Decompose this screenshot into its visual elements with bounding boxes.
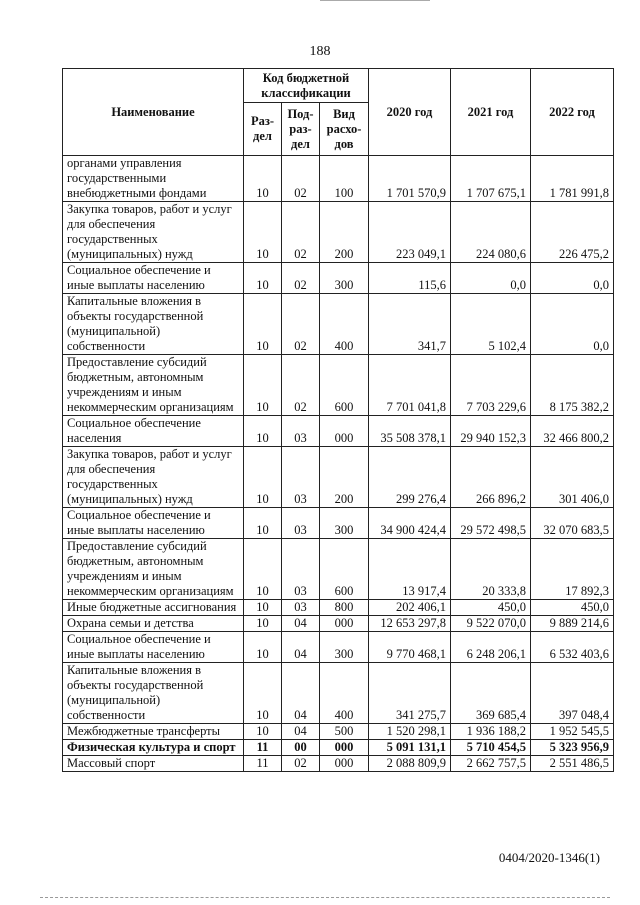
row-value-2021: 266 896,2 <box>451 447 531 508</box>
row-razdel: 10 <box>244 632 282 663</box>
row-value-2022: 301 406,0 <box>531 447 614 508</box>
row-razdel: 10 <box>244 447 282 508</box>
row-value-2022: 6 532 403,6 <box>531 632 614 663</box>
row-name: Предоставление субсидий бюджетным, автономным учреждениям и иным некоммерческим организациям <box>63 355 244 416</box>
row-vid: 200 <box>320 202 369 263</box>
row-name: Массовый спорт <box>63 756 244 772</box>
row-name: Закупка товаров, работ и услуг для обеспечения государственных (муниципальных) нужд <box>63 202 244 263</box>
top-scan-mark <box>320 0 430 5</box>
row-value-2022: 17 892,3 <box>531 539 614 600</box>
row-name: Социальное обеспечение и иные выплаты населению <box>63 263 244 294</box>
row-value-2022: 0,0 <box>531 294 614 355</box>
row-value-2021: 5 710 454,5 <box>451 740 531 756</box>
row-value-2020: 1 701 570,9 <box>369 156 451 202</box>
row-vid: 300 <box>320 508 369 539</box>
row-value-2022: 32 466 800,2 <box>531 416 614 447</box>
row-vid: 200 <box>320 447 369 508</box>
row-name: Предоставление субсидий бюджетным, автономным учреждениям и иным некоммерческим организациям <box>63 539 244 600</box>
table-row <box>63 756 614 772</box>
row-vid: 000 <box>320 616 369 632</box>
row-podrazdel: 04 <box>282 616 320 632</box>
row-value-2020: 13 917,4 <box>369 539 451 600</box>
row-value-2020: 9 770 468,1 <box>369 632 451 663</box>
row-value-2020: 115,6 <box>369 263 451 294</box>
header-2022: 2022 год <box>531 69 614 156</box>
row-razdel: 10 <box>244 156 282 202</box>
row-value-2021: 9 522 070,0 <box>451 616 531 632</box>
row-value-2022: 5 323 956,9 <box>531 740 614 756</box>
row-vid: 800 <box>320 600 369 616</box>
row-name: Охрана семьи и детства <box>63 616 244 632</box>
row-value-2020: 7 701 041,8 <box>369 355 451 416</box>
row-vid: 400 <box>320 294 369 355</box>
table-row <box>63 294 614 355</box>
row-podrazdel: 02 <box>282 756 320 772</box>
row-value-2020: 341 275,7 <box>369 663 451 724</box>
row-value-2020: 12 653 297,8 <box>369 616 451 632</box>
row-razdel: 10 <box>244 508 282 539</box>
row-vid: 100 <box>320 156 369 202</box>
row-value-2021: 7 703 229,6 <box>451 355 531 416</box>
header-razdel: Раз-дел <box>244 103 282 156</box>
row-razdel: 10 <box>244 663 282 724</box>
row-vid: 300 <box>320 632 369 663</box>
row-name: Капитальные вложения в объекты государственной (муниципальной) собственности <box>63 663 244 724</box>
table-row <box>63 263 614 294</box>
row-value-2022: 1 781 991,8 <box>531 156 614 202</box>
row-name: Социальное обеспечение и иные выплаты населению <box>63 632 244 663</box>
table-row <box>63 663 614 724</box>
row-podrazdel: 04 <box>282 663 320 724</box>
row-razdel: 10 <box>244 294 282 355</box>
header-name: Наименование <box>63 69 244 156</box>
row-name: Межбюджетные трансферты <box>63 724 244 740</box>
row-razdel: 10 <box>244 416 282 447</box>
row-podrazdel: 02 <box>282 156 320 202</box>
table-row <box>63 156 614 202</box>
row-razdel: 10 <box>244 539 282 600</box>
row-podrazdel: 03 <box>282 600 320 616</box>
table-row <box>63 355 614 416</box>
table-row <box>63 447 614 508</box>
row-value-2021: 29 940 152,3 <box>451 416 531 447</box>
row-value-2021: 369 685,4 <box>451 663 531 724</box>
table-row <box>63 600 614 616</box>
row-value-2021: 6 248 206,1 <box>451 632 531 663</box>
row-value-2020: 341,7 <box>369 294 451 355</box>
row-podrazdel: 03 <box>282 416 320 447</box>
page-number: 188 <box>309 44 331 59</box>
row-value-2021: 1 707 675,1 <box>451 156 531 202</box>
row-name: Закупка товаров, работ и услуг для обеспечения государственных (муниципальных) нужд <box>63 447 244 508</box>
row-razdel: 10 <box>244 355 282 416</box>
row-razdel: 10 <box>244 724 282 740</box>
budget-table <box>62 68 614 772</box>
row-podrazdel: 00 <box>282 740 320 756</box>
row-value-2020: 2 088 809,9 <box>369 756 451 772</box>
row-vid: 000 <box>320 416 369 447</box>
row-razdel: 11 <box>244 740 282 756</box>
table-row <box>63 508 614 539</box>
row-value-2021: 0,0 <box>451 263 531 294</box>
row-value-2022: 9 889 214,6 <box>531 616 614 632</box>
row-podrazdel: 02 <box>282 294 320 355</box>
table-row <box>63 724 614 740</box>
row-podrazdel: 02 <box>282 202 320 263</box>
row-podrazdel: 02 <box>282 355 320 416</box>
header-2020: 2020 год <box>369 69 451 156</box>
row-podrazdel: 03 <box>282 539 320 600</box>
row-razdel: 10 <box>244 600 282 616</box>
row-value-2021: 20 333,8 <box>451 539 531 600</box>
row-name: Социальное обеспечение населения <box>63 416 244 447</box>
row-podrazdel: 03 <box>282 447 320 508</box>
row-value-2021: 2 662 757,5 <box>451 756 531 772</box>
row-vid: 600 <box>320 355 369 416</box>
row-value-2021: 1 936 188,2 <box>451 724 531 740</box>
row-name: Иные бюджетные ассигнования <box>63 600 244 616</box>
row-value-2020: 299 276,4 <box>369 447 451 508</box>
header-podrazdel: Под-раз-дел <box>282 103 320 156</box>
row-podrazdel: 04 <box>282 724 320 740</box>
bottom-scan-line <box>40 897 610 898</box>
row-vid: 300 <box>320 263 369 294</box>
row-value-2022: 226 475,2 <box>531 202 614 263</box>
row-vid: 000 <box>320 740 369 756</box>
row-value-2020: 35 508 378,1 <box>369 416 451 447</box>
row-value-2020: 1 520 298,1 <box>369 724 451 740</box>
row-podrazdel: 02 <box>282 263 320 294</box>
row-value-2022: 0,0 <box>531 263 614 294</box>
row-value-2021: 5 102,4 <box>451 294 531 355</box>
row-vid: 600 <box>320 539 369 600</box>
header-2021: 2021 год <box>451 69 531 156</box>
row-name: Физическая культура и спорт <box>63 740 244 756</box>
document-code: 0404/2020-1346(1) <box>498 850 600 865</box>
row-value-2021: 450,0 <box>451 600 531 616</box>
table-body <box>63 156 614 772</box>
row-podrazdel: 04 <box>282 632 320 663</box>
row-razdel: 10 <box>244 263 282 294</box>
row-value-2021: 224 080,6 <box>451 202 531 263</box>
row-name: Социальное обеспечение и иные выплаты населению <box>63 508 244 539</box>
row-vid: 500 <box>320 724 369 740</box>
header-code-group: Код бюджетной классификации <box>244 69 369 103</box>
table-row <box>63 616 614 632</box>
header-vid: Вид расхо-дов <box>320 103 369 156</box>
row-razdel: 11 <box>244 756 282 772</box>
row-value-2022: 450,0 <box>531 600 614 616</box>
row-vid: 000 <box>320 756 369 772</box>
row-value-2022: 8 175 382,2 <box>531 355 614 416</box>
row-value-2022: 1 952 545,5 <box>531 724 614 740</box>
table-row <box>63 202 614 263</box>
row-podrazdel: 03 <box>282 508 320 539</box>
table-row <box>63 539 614 600</box>
row-razdel: 10 <box>244 616 282 632</box>
row-value-2022: 32 070 683,5 <box>531 508 614 539</box>
row-value-2020: 5 091 131,1 <box>369 740 451 756</box>
row-value-2020: 223 049,1 <box>369 202 451 263</box>
table-row <box>63 416 614 447</box>
row-name: органами управления государственными внебюджетными фондами <box>63 156 244 202</box>
row-value-2021: 29 572 498,5 <box>451 508 531 539</box>
row-value-2022: 2 551 486,5 <box>531 756 614 772</box>
row-vid: 400 <box>320 663 369 724</box>
row-name: Капитальные вложения в объекты государственной (муниципальной) собственности <box>63 294 244 355</box>
row-value-2020: 202 406,1 <box>369 600 451 616</box>
row-value-2022: 397 048,4 <box>531 663 614 724</box>
row-value-2020: 34 900 424,4 <box>369 508 451 539</box>
row-razdel: 10 <box>244 202 282 263</box>
table-row <box>63 740 614 756</box>
table-row <box>63 632 614 663</box>
